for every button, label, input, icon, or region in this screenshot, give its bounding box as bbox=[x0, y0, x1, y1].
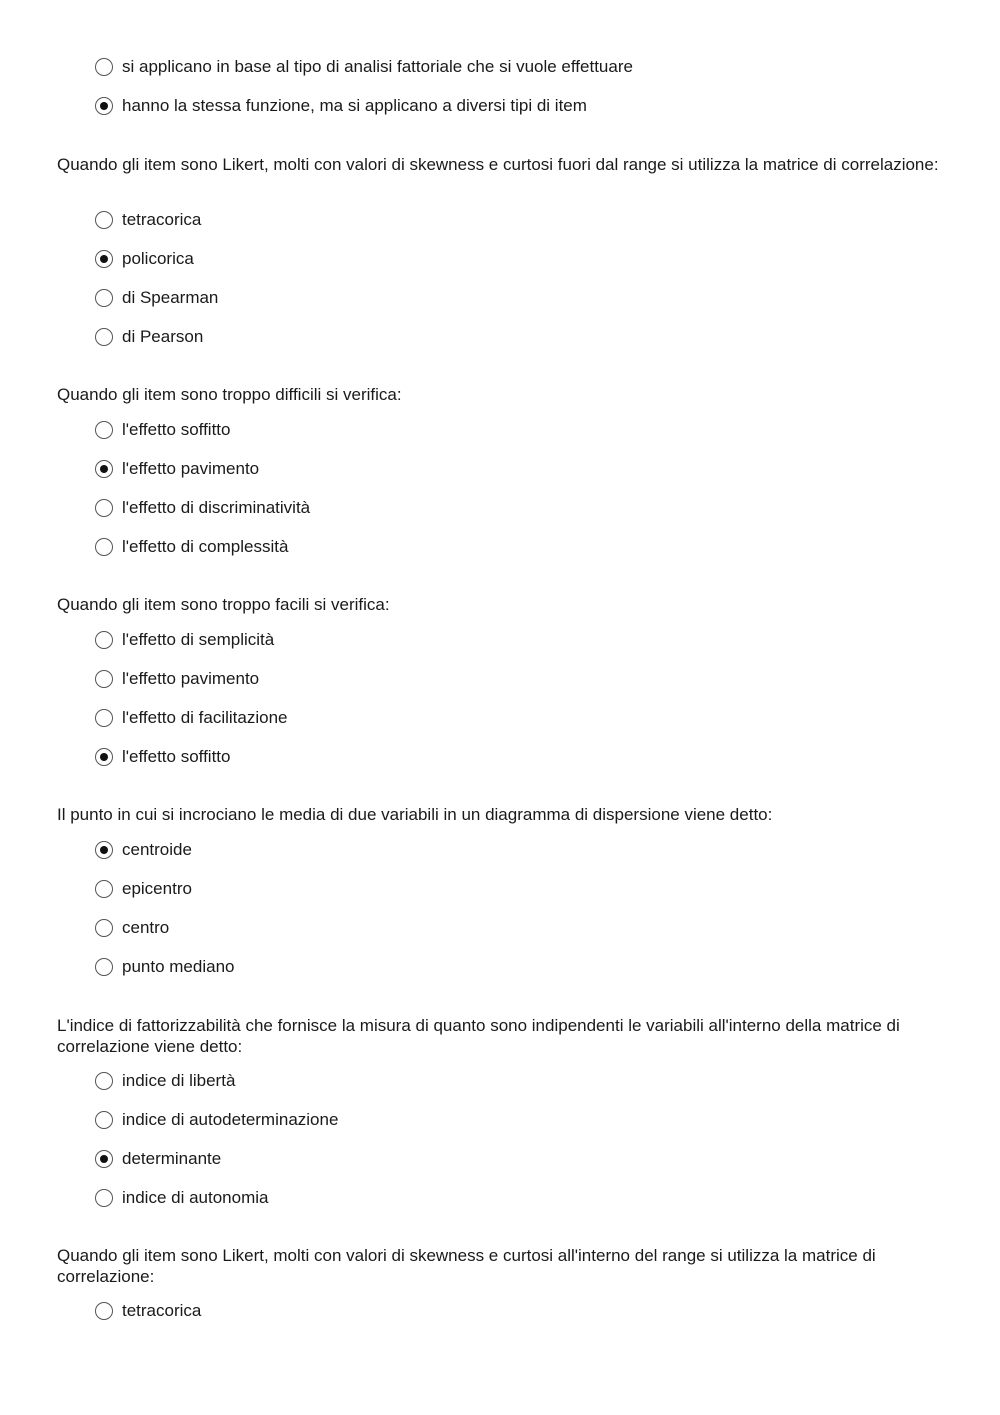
answer-option[interactable] bbox=[95, 955, 234, 979]
radio-button[interactable] bbox=[95, 709, 113, 727]
radio-button[interactable] bbox=[95, 460, 113, 478]
question-text: Quando gli item sono Likert, molti con valori di skewness e curtosi fuori dal range si utilizza la matrice di correlazione: bbox=[57, 155, 939, 174]
option-label: l'effetto di complessità bbox=[122, 537, 289, 556]
question-text: Quando gli item sono troppo facili si verifica: bbox=[57, 595, 390, 614]
radio-button[interactable] bbox=[95, 919, 113, 937]
answer-option[interactable] bbox=[95, 838, 192, 862]
question-text: Il punto in cui si incrociano le media di due variabili in un diagramma di dispersione viene detto: bbox=[57, 805, 773, 824]
option-label: l'effetto pavimento bbox=[122, 459, 260, 478]
answer-option[interactable] bbox=[95, 94, 587, 118]
option-label: determinante bbox=[122, 1149, 222, 1168]
option-label: centro bbox=[122, 918, 170, 937]
question-text: L'indice di fattorizzabilità che fornisce la misura di quanto sono indipendenti le variabili all'interno della matrice di correlazione viene detto: bbox=[57, 1016, 900, 1056]
answer-option[interactable] bbox=[95, 706, 287, 730]
option-label: di Spearman bbox=[122, 288, 219, 307]
radio-button[interactable] bbox=[95, 958, 113, 976]
option-label: l'effetto di facilitazione bbox=[122, 708, 288, 727]
answer-option[interactable] bbox=[95, 418, 230, 442]
radio-button[interactable] bbox=[95, 250, 113, 268]
option-label: tetracorica bbox=[122, 210, 202, 229]
option-label: punto mediano bbox=[122, 957, 235, 976]
answer-option[interactable] bbox=[95, 247, 194, 271]
radio-button[interactable] bbox=[95, 880, 113, 898]
option-label: epicentro bbox=[122, 879, 192, 898]
answer-option[interactable] bbox=[95, 916, 169, 940]
radio-button[interactable] bbox=[95, 289, 113, 307]
answer-option[interactable] bbox=[95, 1186, 268, 1210]
radio-button[interactable] bbox=[95, 1189, 113, 1207]
answer-option[interactable] bbox=[95, 628, 274, 652]
option-label: policorica bbox=[122, 249, 194, 268]
radio-button[interactable] bbox=[95, 97, 113, 115]
answer-option[interactable] bbox=[95, 457, 259, 481]
answer-option[interactable] bbox=[95, 745, 230, 769]
option-label: centroide bbox=[122, 840, 192, 859]
answer-option[interactable] bbox=[95, 286, 218, 310]
option-label: l'effetto soffitto bbox=[122, 747, 231, 766]
option-label: l'effetto di semplicità bbox=[122, 630, 275, 649]
answer-option[interactable] bbox=[95, 496, 310, 520]
option-label: di Pearson bbox=[122, 327, 204, 346]
question-text: Quando gli item sono Likert, molti con valori di skewness e curtosi all'interno del range si utilizza la matrice di correlazione: bbox=[57, 1246, 876, 1286]
radio-button[interactable] bbox=[95, 58, 113, 76]
answer-option[interactable] bbox=[95, 535, 288, 559]
option-label: l'effetto di discriminatività bbox=[122, 498, 311, 517]
answer-option[interactable] bbox=[95, 667, 259, 691]
answer-option[interactable] bbox=[95, 1147, 221, 1171]
answer-option[interactable] bbox=[95, 1299, 201, 1323]
option-label: tetracorica bbox=[122, 1301, 202, 1320]
radio-button[interactable] bbox=[95, 1072, 113, 1090]
radio-button[interactable] bbox=[95, 328, 113, 346]
radio-button[interactable] bbox=[95, 748, 113, 766]
option-label: l'effetto soffitto bbox=[122, 420, 231, 439]
radio-button[interactable] bbox=[95, 211, 113, 229]
question-text: Quando gli item sono troppo difficili si verifica: bbox=[57, 385, 402, 404]
option-label: hanno la stessa funzione, ma si applicano a diversi tipi di item bbox=[122, 96, 587, 115]
radio-button[interactable] bbox=[95, 1111, 113, 1129]
radio-button[interactable] bbox=[95, 1302, 113, 1320]
answer-option[interactable] bbox=[95, 1069, 235, 1093]
radio-button[interactable] bbox=[95, 841, 113, 859]
answer-option[interactable] bbox=[95, 877, 192, 901]
option-label: indice di libertà bbox=[122, 1071, 236, 1090]
option-label: indice di autodeterminazione bbox=[122, 1110, 339, 1129]
answer-option[interactable] bbox=[95, 1108, 338, 1132]
radio-button[interactable] bbox=[95, 421, 113, 439]
radio-button[interactable] bbox=[95, 499, 113, 517]
option-label: l'effetto pavimento bbox=[122, 669, 260, 688]
answer-option[interactable] bbox=[95, 55, 633, 79]
option-label: si applicano in base al tipo di analisi fattoriale che si vuole effettuare bbox=[122, 57, 633, 76]
radio-button[interactable] bbox=[95, 538, 113, 556]
answer-option[interactable] bbox=[95, 325, 203, 349]
radio-button[interactable] bbox=[95, 1150, 113, 1168]
option-label: indice di autonomia bbox=[122, 1188, 269, 1207]
radio-button[interactable] bbox=[95, 631, 113, 649]
radio-button[interactable] bbox=[95, 670, 113, 688]
answer-option[interactable] bbox=[95, 208, 201, 232]
